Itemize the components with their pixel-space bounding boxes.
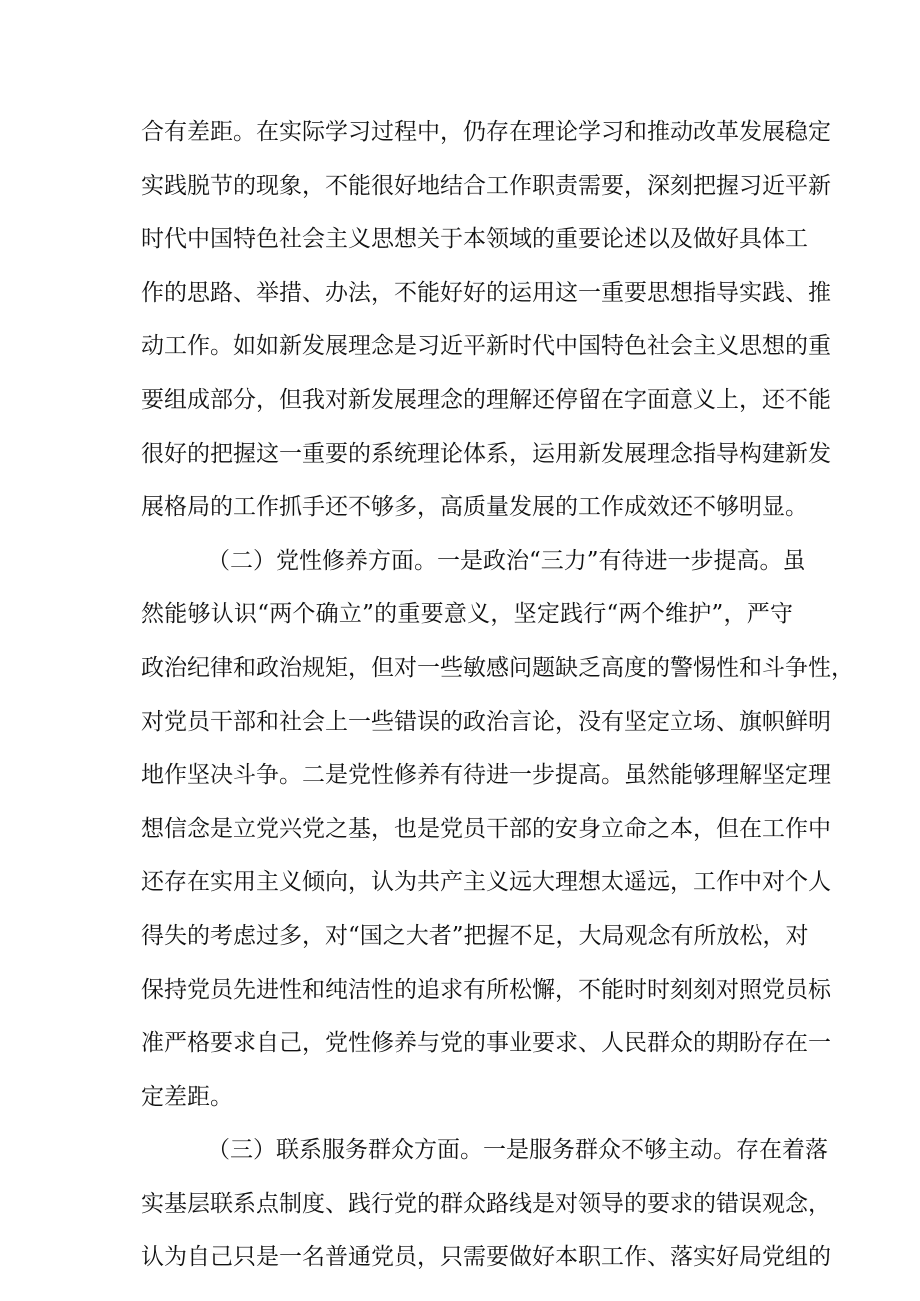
text-line: 时代中国特色社会主义思想关于本领域的重要论述以及做好具体工 — [141, 226, 808, 253]
text-line: 对党员干部和社会上一些错误的政治言论，没有坚定立场、旗帜鲜明 — [141, 708, 831, 735]
text-line: 得失的考虑过多，对“国之大者”把握不足，大局观念有所放松，对 — [141, 922, 809, 949]
text-line: 实践脱节的现象，不能很好地结合工作职责需要，深刻把握习近平新 — [141, 172, 831, 199]
text-line: 地作坚决斗争。二是党性修养有待进一步提高。虽然能够理解坚定理 — [141, 762, 831, 789]
text-line: 还存在实用主义倾向，认为共产主义远大理想太遥远，工作中对个人 — [141, 869, 831, 896]
text-line: 作的思路、举措、办法，不能好好的运用这一重要思想指导实践、推 — [141, 279, 831, 306]
text-line: 认为自己只是一名普通党员，只需要做好本职工作、落实好局党组的 — [141, 1244, 831, 1271]
document-body — [141, 106, 854, 1285]
text-line: 实基层联系点制度、践行党的群众路线是对领导的要求的错误观念， — [141, 1190, 831, 1217]
text-line: 保持党员先进性和纯洁性的追求有所松懈，不能时时刻刻对照党员标 — [141, 976, 831, 1003]
text-line: （三）联系服务群众方面。一是服务群众不够主动。存在着落 — [207, 1137, 828, 1164]
text-line: （二）党性修养方面。一是政治“三力”有待进一步提高。虽 — [207, 547, 806, 574]
text-line: 展格局的工作抓手还不够多，高质量发展的工作成效还不够明显。 — [141, 494, 808, 521]
text-line: 准严格要求自己，党性修养与党的事业要求、人民群众的期盼存在一 — [141, 1030, 831, 1057]
text-line: 很好的把握这一重要的系统理论体系，运用新发展理念指导构建新发 — [141, 440, 831, 467]
text-line: 政治纪律和政治规矩，但对一些敏感问题缺乏高度的警惕性和斗争性， — [141, 654, 854, 681]
text-line: 然能够认识“两个确立”的重要意义，坚定践行“两个维护”，严守 — [141, 601, 793, 628]
text-line: 想信念是立党兴党之基，也是党员干部的安身立命之本，但在工作中 — [141, 815, 831, 842]
text-line: 要组成部分，但我对新发展理念的理解还停留在字面意义上，还不能 — [141, 386, 831, 413]
text-line: 合有差距。在实际学习过程中，仍存在理论学习和推动改革发展稳定 — [141, 119, 831, 145]
text-line: 定差距。 — [141, 1083, 233, 1110]
text-line: 动工作。如如新发展理念是习近平新时代中国特色社会主义思想的重 — [141, 333, 831, 360]
